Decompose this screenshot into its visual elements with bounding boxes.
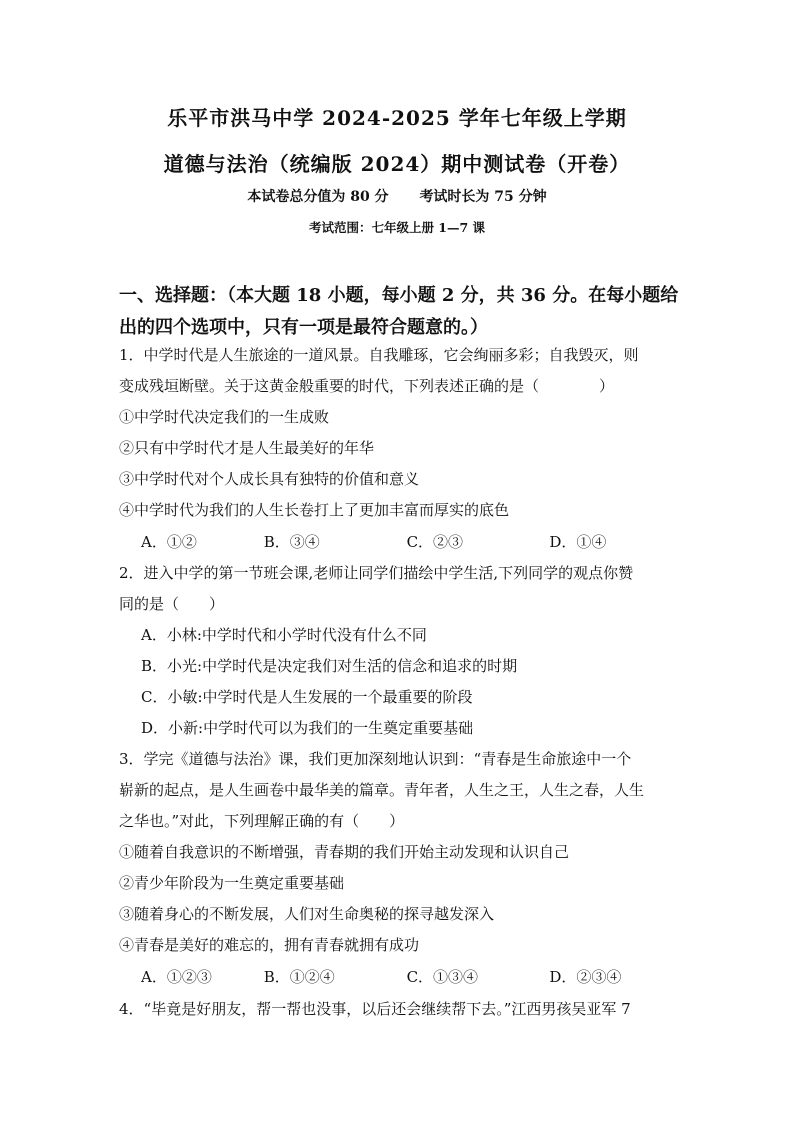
- q3-option-d: D．②③④: [549, 968, 622, 986]
- exam-scope: 考试范围：七年级上册 1—7 课: [308, 220, 486, 235]
- q1-option-b: B．③④: [263, 533, 320, 551]
- q3-stem-line1: 3．学完《道德与法治》课，我们更加深刻地认识到：“青春是生命旅途中一个: [119, 750, 632, 768]
- q2-stem-line1: 2．进入中学的第一节班会课,老师让同学们描绘中学生活,下列同学的观点你赞: [119, 564, 634, 582]
- q4-stem-line1: 4．“毕竟是好朋友，帮一帮也没事，以后还会继续帮下去。”江西男孩吴亚军 7: [119, 1000, 631, 1018]
- q3-stem-line3: 之华也。”对此，下列理解正确的有（ ）: [119, 812, 405, 830]
- q2-option-c: C．小敏:中学时代是人生发展的一个最重要的阶段: [141, 688, 473, 706]
- q1-statement-3: ③中学时代对个人成长具有独特的价值和意义: [119, 470, 420, 488]
- q3-statement-3: ③随着身心的不断发展，人们对生命奥秘的探寻越发深入: [119, 905, 495, 923]
- exam-title-line2: 道德与法治（统编版 2024）期中测试卷（开卷）: [163, 152, 631, 176]
- time-info: 考试时长为 75 分钟: [419, 189, 547, 205]
- q3-statement-2: ②青少年阶段为一生奠定重要基础: [119, 874, 345, 892]
- score-info: 本试卷总分值为 80 分: [247, 189, 389, 205]
- q1-option-d: D．①④: [549, 533, 607, 551]
- q2-option-a: A．小林:中学时代和小学时代没有什么不同: [141, 626, 427, 644]
- q2-stem-line2: 同的是（ ）: [119, 595, 225, 613]
- exam-title-line1: 乐平市洪马中学 2024-2025 学年七年级上学期: [167, 106, 627, 130]
- q1-stem-line2: 变成残垣断壁。关于这黄金般重要的时代，下列表述正确的是（ ）: [119, 377, 615, 395]
- exam-info: [0, 186, 794, 206]
- q3-statement-4: ④青春是美好的难忘的，拥有青春就拥有成功: [119, 936, 420, 954]
- section-heading-line1: 一、选择题：（本大题 18 小题，每小题 2 分，共 36 分。在每小题给: [119, 285, 679, 306]
- q1-option-a: A．①②: [141, 533, 197, 551]
- q2-option-d: D．小新:中学时代可以为我们的一生奠定重要基础: [141, 719, 474, 737]
- q1-statement-4: ④中学时代为我们的人生长卷打上了更加丰富而厚实的底色: [119, 501, 510, 519]
- q1-options: [141, 531, 606, 552]
- q3-stem-line2: 崭新的起点，是人生画卷中最华美的篇章。青年者，人生之王，人生之春，人生: [119, 781, 645, 799]
- q1-statement-1: ①中学时代决定我们的一生成败: [119, 408, 330, 426]
- q1-stem-line1: 1．中学时代是人生旅途的一道风景。自我雕琢，它会绚丽多彩；自我毁灭，则: [119, 346, 639, 364]
- q3-options: [141, 966, 621, 987]
- section-heading: [119, 280, 689, 344]
- q2-option-b: B．小光:中学时代是决定我们对生活的信念和追求的时期: [141, 657, 518, 675]
- q3-option-a: A．①②③: [141, 968, 212, 986]
- q1-option-c: C．②③: [406, 533, 464, 551]
- q3-statement-1: ①随着自我意识的不断增强，青春期的我们开始主动发现和认识自己: [119, 843, 570, 861]
- q3-option-b: B．①②④: [263, 968, 335, 986]
- q3-option-c: C．①③④: [406, 968, 479, 986]
- section-heading-line2: 出的四个选项中，只有一项是最符合题意的。）: [119, 317, 488, 338]
- q1-statement-2: ②只有中学时代才是人生最美好的年华: [119, 439, 375, 457]
